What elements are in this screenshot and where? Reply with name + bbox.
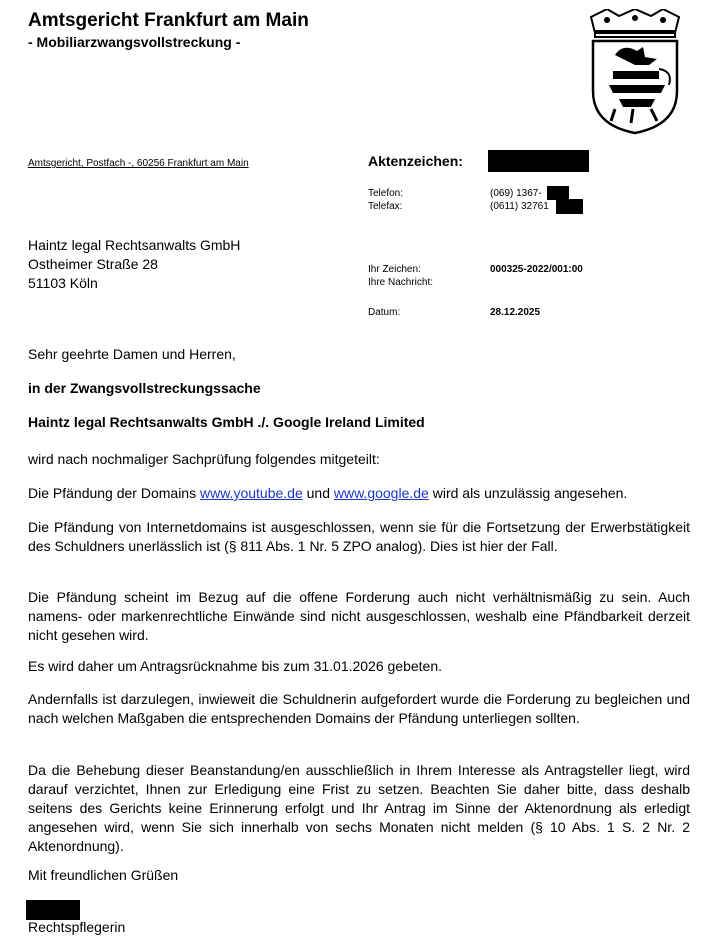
recipient-line-3: 51103 Köln <box>28 275 98 291</box>
redacted-telefax <box>556 199 583 214</box>
redacted-telefon <box>547 186 569 200</box>
telefax-value: (0611) 32761 <box>490 201 549 212</box>
parties-line: Haintz legal Rechtsanwalts GmbH ./. Google Ireland Limited <box>28 414 425 430</box>
recipient-line-1: Haintz legal Rechtsanwalts GmbH <box>28 237 241 253</box>
department-subtitle: - Mobiliarzwangsvollstreckung - <box>28 34 241 50</box>
closing-greeting: Mit freundlichen Grüßen <box>28 867 179 883</box>
redacted-signature <box>26 900 80 920</box>
recipient-address <box>28 236 240 293</box>
ihr-zeichen-value: 000325-2022/001:00 <box>490 264 583 275</box>
paragraph-withdrawal-request: Es wird daher um Antragsrücknahme bis zum 31.01.2026 gebeten. <box>28 658 443 674</box>
aktenzeichen-label: Aktenzeichen: <box>368 153 463 169</box>
domains-paragraph <box>28 484 690 503</box>
subject-line: in der Zwangsvollstreckungssache <box>28 380 261 396</box>
telefon-value: (069) 1367- <box>490 188 542 199</box>
sender-address-line: Amtsgericht, Postfach -, 60256 Frankfurt am Main <box>28 158 249 169</box>
domains-pre-text: Die Pfändung der Domains <box>28 485 200 501</box>
google-domain-link[interactable]: www.google.de <box>333 485 429 501</box>
ihre-nachricht-label: Ihre Nachricht: <box>368 277 434 288</box>
hessen-coat-of-arms-icon <box>585 9 685 135</box>
court-name: Amtsgericht Frankfurt am Main <box>28 10 309 31</box>
paragraph-no-deadline: Da die Behebung dieser Beanstandung/en ausschließlich in Ihrem Interesse als Antragsteller liegt, wird darauf verzichtet, Ihnen zur Erledigung eine Frist zu setzen. Beachten Sie daher bitte, dass deshalb seitens des Gerichts keine Erinnerung erfolgt und Ihr Antrag im Sinne der Aktenordnung als erledigt angesehen wird, wenn Sie sich innerhalb von sechs Monaten nicht melden (§ 10 Abs. 1 S. 2 Nr. 2 Aktenordnung). <box>28 762 690 854</box>
paragraph-proportionality: Die Pfändung scheint im Bezug auf die offene Forderung auch nicht verhältnismäßig zu sein. Auch namens- oder markenrechtliche Einwände sind nicht ausgeschlossen, weshalb eine Pfändbarkeit derzeit nicht gesehen wird. <box>28 589 690 643</box>
signature-title: Rechtspflegerin <box>28 919 126 935</box>
recipient-line-2: Ostheimer Straße 28 <box>28 256 158 272</box>
intro-line: wird nach nochmaliger Sachprüfung folgendes mitgeteilt: <box>28 451 380 467</box>
paragraph-exclusion: Die Pfändung von Internetdomains ist ausgeschlossen, wenn sie für die Fortsetzung der Erwerbstätigkeit des Schuldners unerlässlich ist (§ 811 Abs. 1 Nr. 5 ZPO analog). Dies ist hier der Fall. <box>28 519 690 554</box>
telefon-label: Telefon: <box>368 188 404 199</box>
datum-label: Datum: <box>368 307 401 318</box>
redacted-aktenzeichen <box>488 150 589 172</box>
salutation: Sehr geehrte Damen und Herren, <box>28 346 236 362</box>
youtube-domain-link[interactable]: www.youtube.de <box>200 485 303 501</box>
domains-mid-text: und <box>302 485 334 501</box>
ihr-zeichen-label: Ihr Zeichen: <box>368 264 421 275</box>
paragraph-explanation-required: Andernfalls ist darzulegen, inwieweit die Schuldnerin aufgefordert wurde die Forderung zu begleichen und nach welchen Maßgaben die entsprechenden Domains der Pfändung unterliegen sollten. <box>28 691 690 726</box>
datum-value: 28.12.2025 <box>490 307 541 318</box>
domains-post-text: wird als unzulässig angesehen. <box>428 485 628 501</box>
telefax-label: Telefax: <box>368 201 403 212</box>
